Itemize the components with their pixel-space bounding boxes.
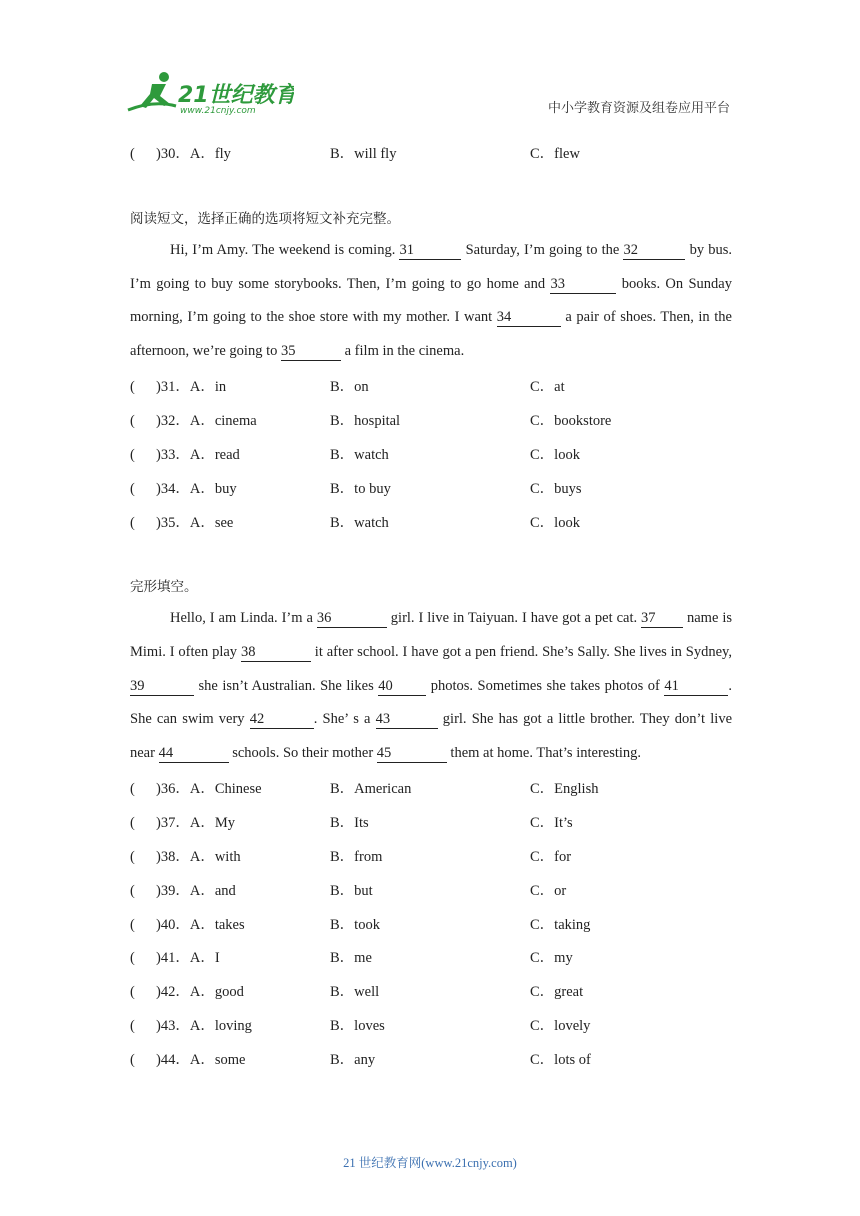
option-a: A．loving <box>189 1017 252 1034</box>
option-c: C．flew <box>530 146 580 163</box>
answer-paren[interactable]: ( <box>130 781 135 798</box>
section2-title: 完形填空。 <box>130 578 198 595</box>
passage-text: Hi, I’m Amy. The weekend is coming. <box>170 241 400 258</box>
option-c: C．my <box>530 950 573 967</box>
answer-paren[interactable]: ( <box>130 146 135 163</box>
answer-paren[interactable]: ( <box>130 848 135 865</box>
passage-2 <box>130 602 732 771</box>
passage-text: photos. Sometimes she takes photos of <box>426 677 665 694</box>
option-a: A．in <box>189 379 227 396</box>
answer-paren[interactable]: ( <box>130 1017 135 1034</box>
question-number: )33． <box>156 446 190 463</box>
option-a: A．some <box>189 1051 246 1068</box>
question-row <box>130 403 732 437</box>
option-a: A．buy <box>189 480 237 497</box>
question-row <box>130 839 732 873</box>
passage-text: Hello, I am Linda. I’m a <box>170 609 317 626</box>
question-row <box>130 470 732 504</box>
option-c: C．for <box>530 848 572 865</box>
option-b: B．any <box>330 1051 376 1068</box>
blank-41[interactable]: 41 <box>664 677 728 696</box>
option-b: B．me <box>330 950 372 967</box>
option-c: C．at <box>530 379 565 396</box>
option-b: B．will fly <box>330 146 397 163</box>
answer-paren[interactable]: ( <box>130 984 135 1001</box>
option-b: B．watch <box>330 446 389 463</box>
header-tagline: 中小学教育资源及组卷应用平台 <box>547 101 730 116</box>
option-b: B．took <box>330 916 380 933</box>
question-row <box>130 437 732 471</box>
footer-source: 21 世纪教育网(www.21cnjy.com) <box>343 1156 517 1170</box>
option-a: A．and <box>189 882 236 899</box>
question-row <box>130 940 732 974</box>
question-number: )34． <box>156 480 190 497</box>
option-a: A．good <box>189 984 244 1001</box>
passage-text: them at home. That’s interesting. <box>446 745 642 762</box>
option-c: C．great <box>530 984 584 1001</box>
question-number: )35． <box>156 514 190 531</box>
answer-paren[interactable]: ( <box>130 480 135 497</box>
blank-38[interactable]: 38 <box>241 643 311 662</box>
passage-1 <box>130 234 732 369</box>
answer-paren[interactable]: ( <box>130 882 135 899</box>
blank-36[interactable]: 36 <box>317 609 387 628</box>
passage-text: by bus. I’m going to buy some storybooks. Then, I’m going to go home and <box>130 241 733 292</box>
option-c: C．buys <box>530 480 582 497</box>
answer-paren[interactable]: ( <box>130 514 135 531</box>
option-a: A．read <box>189 446 240 463</box>
passage-text: girl. I live in Taiyuan. I have got a pet cat. <box>386 609 642 626</box>
passage-text: Saturday, I’m going to the <box>461 241 624 258</box>
option-c: C．or <box>530 882 567 899</box>
question-row <box>130 872 732 906</box>
option-c: C．look <box>530 446 580 463</box>
option-b: B．from <box>330 848 383 865</box>
blank-39[interactable]: 39 <box>130 677 194 696</box>
option-b: B．to buy <box>330 480 391 497</box>
blank-44[interactable]: 44 <box>159 744 229 763</box>
runner-icon <box>128 72 176 110</box>
question-row <box>130 771 732 805</box>
option-c: C．bookstore <box>530 413 612 430</box>
question-row <box>130 805 732 839</box>
answer-paren[interactable]: ( <box>130 413 135 430</box>
question-number: )44． <box>156 1051 190 1068</box>
passage-text: she isn’t Australian. She likes <box>194 677 379 694</box>
question-row <box>130 906 732 940</box>
question-row <box>130 504 732 538</box>
question-row <box>130 1008 732 1042</box>
question-30: ( )30．A．fly B．will fly C．flew <box>130 136 732 170</box>
logo-text: 21世纪教育 <box>178 83 294 108</box>
option-b: B．Its <box>330 815 369 832</box>
question-number: )40． <box>156 916 190 933</box>
question-number: )43． <box>156 1017 190 1034</box>
option-c: C．lots of <box>530 1051 591 1068</box>
option-b: B．but <box>330 882 373 899</box>
passage-text: schools. So their mother <box>228 745 377 762</box>
passage-text: girl. She has got a little brother. They don’t live near <box>130 711 732 762</box>
option-a: A．with <box>189 848 241 865</box>
option-b: B．hospital <box>330 413 401 430</box>
option-b: B．watch <box>330 514 389 531</box>
answer-paren[interactable]: ( <box>130 446 135 463</box>
question-number: )37． <box>156 815 190 832</box>
answer-paren[interactable]: ( <box>130 1051 135 1068</box>
option-b: B．loves <box>330 1017 385 1034</box>
option-b: B．well <box>330 984 380 1001</box>
question-number: )39． <box>156 882 190 899</box>
option-c: C．It’s <box>530 815 573 832</box>
blank-42[interactable]: 42 <box>250 710 314 729</box>
option-b: B．American <box>330 781 412 798</box>
option-a: A．Chinese <box>189 781 262 798</box>
option-a: A．I <box>189 950 220 967</box>
question-number: )32． <box>156 413 190 430</box>
option-a: A．fly <box>189 146 231 163</box>
question-row <box>130 369 732 403</box>
question-row <box>130 1041 732 1075</box>
blank-35[interactable]: 35 <box>281 342 341 361</box>
option-c: C．lovely <box>530 1017 591 1034</box>
blank-43[interactable]: 43 <box>376 710 438 729</box>
option-a: A．My <box>189 815 235 832</box>
question-number: )42． <box>156 984 190 1001</box>
blank-31[interactable]: 31 <box>399 241 461 260</box>
question-number: )41． <box>156 950 190 967</box>
option-a: A．cinema <box>189 413 257 430</box>
answer-paren[interactable]: ( <box>130 916 135 933</box>
option-a: A．see <box>189 514 234 531</box>
passage-text: . She’ s a <box>313 711 376 728</box>
worksheet <box>130 136 732 1075</box>
option-c: C．look <box>530 514 580 531</box>
section1-title: 阅读短文，选择正确的选项将短文补充完整。 <box>130 210 400 227</box>
passage-text: a pair of shoes. Then, in the afternoon, we’re going to <box>130 309 732 360</box>
question-row <box>130 974 732 1008</box>
blank-40[interactable]: 40 <box>378 677 426 696</box>
passage-text: books. On Sunday morning, I’m going to the shoe store with my mother. I want <box>130 275 732 326</box>
answer-paren[interactable]: ( <box>130 815 135 832</box>
logo <box>124 70 294 116</box>
blank-37[interactable]: 37 <box>641 609 683 628</box>
answer-paren[interactable]: ( <box>130 950 135 967</box>
blank-32[interactable]: 32 <box>623 241 685 260</box>
question-number: )31． <box>156 379 190 396</box>
question-number: )36． <box>156 781 190 798</box>
blank-33[interactable]: 33 <box>550 275 616 294</box>
blank-34[interactable]: 34 <box>497 308 561 327</box>
question-number: )38． <box>156 848 190 865</box>
logo-url: www.21cnjy.com <box>180 106 256 116</box>
passage-text: it after school. I have got a pen friend. She’s Sally. She lives in Sydney, <box>310 643 732 660</box>
option-a: A．takes <box>189 916 245 933</box>
option-c: C．English <box>530 781 599 798</box>
option-c: C．taking <box>530 916 591 933</box>
passage-text: name is Mimi. I often play <box>130 609 733 660</box>
passage-text: a film in the cinema. <box>341 343 465 360</box>
blank-45[interactable]: 45 <box>377 744 447 763</box>
option-b: B．on <box>330 379 369 396</box>
answer-paren[interactable]: ( <box>130 379 135 396</box>
passage-text: . She can swim very <box>130 677 732 728</box>
